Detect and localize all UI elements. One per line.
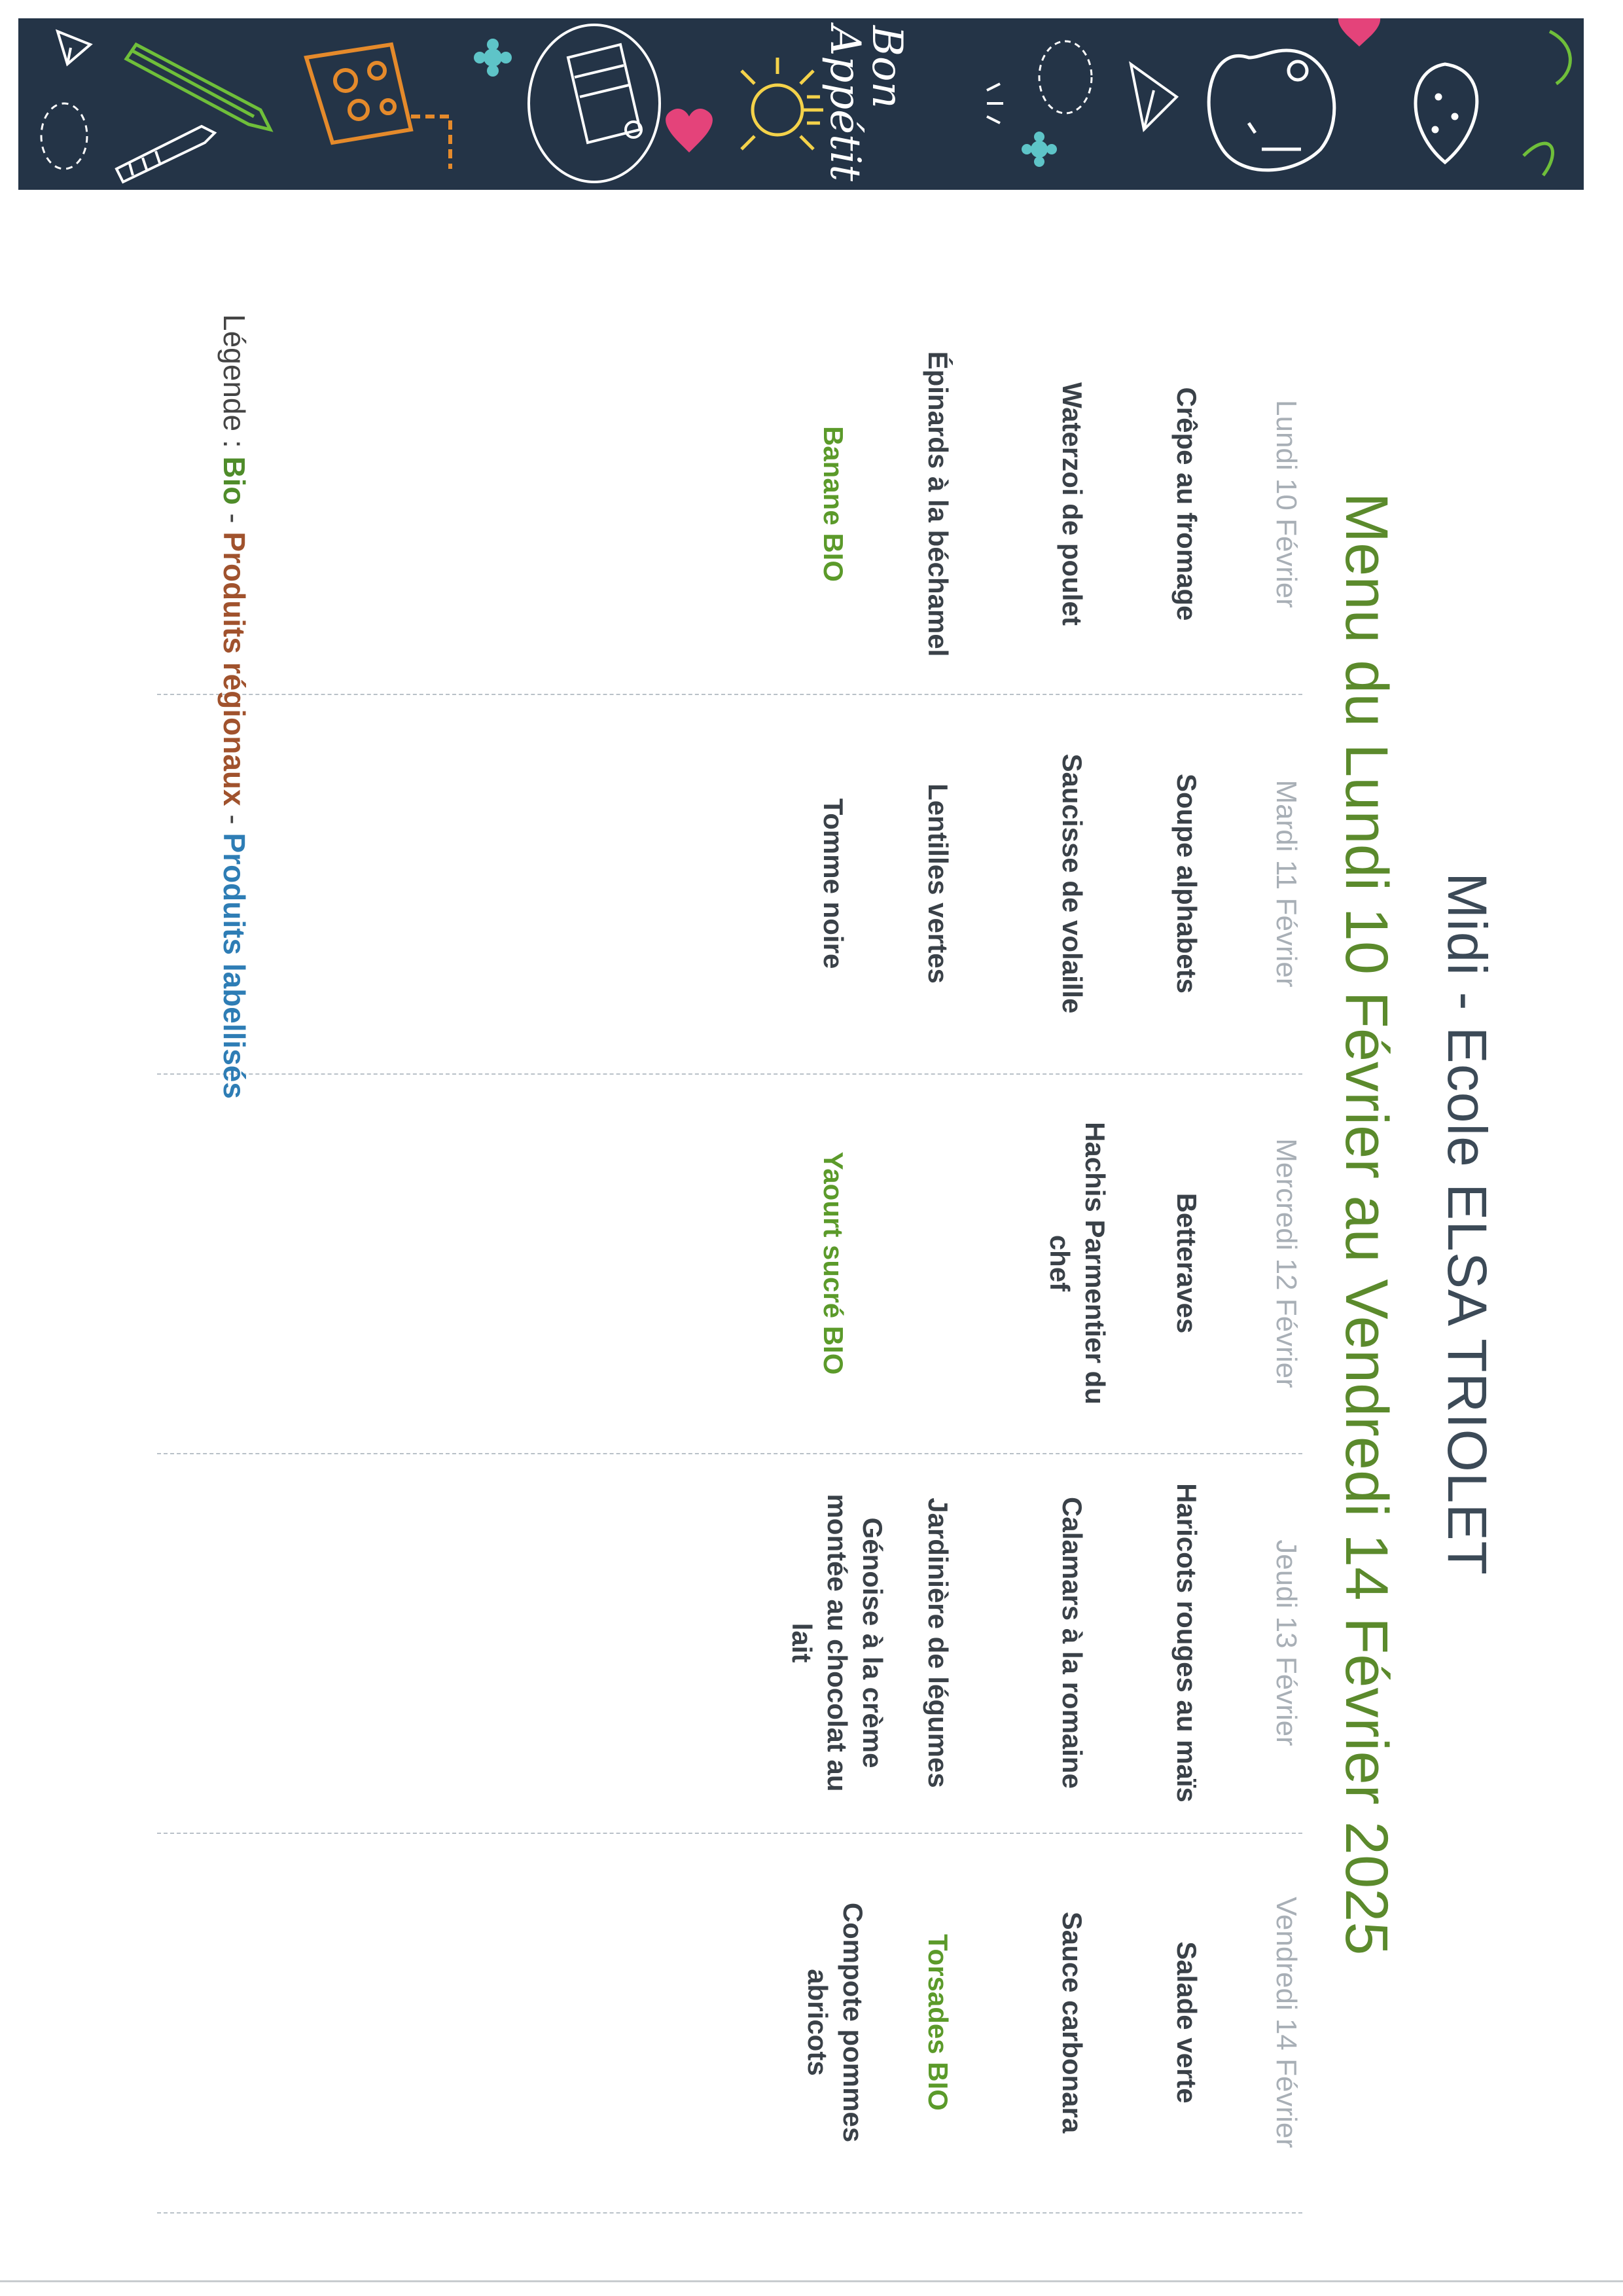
dessert: Yaourt sucré BIO <box>818 1151 849 1375</box>
main-dish: Waterzoi de poulet <box>1057 382 1088 626</box>
white-pencil-icon <box>116 126 215 182</box>
main-dish: Calamars à la romaine <box>1057 1497 1088 1789</box>
starter: Salade verte <box>1171 1941 1202 2104</box>
bon-appetit-lettering: Bon Appétit <box>821 26 911 181</box>
day-column-wednesday <box>157 1073 1302 1454</box>
dessert: Génoise à la crème montée au chocolat au lait <box>787 1494 888 1792</box>
starter: Soupe alphabets <box>1171 773 1202 994</box>
day-label: Mardi 11 Février <box>1270 780 1302 988</box>
side-dish: Épinards à la béchamel <box>923 351 954 657</box>
dessert: Tomme noire <box>818 798 849 969</box>
menu-sheet <box>20 223 1499 2225</box>
day-column-monday <box>157 314 1302 695</box>
dessert: Banane BIO <box>818 425 849 583</box>
day-label: Jeudi 13 Février <box>1270 1539 1302 1746</box>
lightbulb-icon <box>741 58 823 149</box>
banner-illustrations <box>18 18 1584 190</box>
heart-icon-2 <box>1338 18 1380 46</box>
menu-period-title: Menu du Lundi 10 Février au Vendredi 14 Février 2025 <box>1333 492 1400 1956</box>
apple-icon <box>1209 50 1334 170</box>
day-label: Lundi 10 Février <box>1270 400 1302 608</box>
legend-regional: Produits régionaux <box>217 531 251 806</box>
menu-grid <box>157 314 1302 2212</box>
paper-plane-icon-2 <box>1131 64 1177 130</box>
orange-cup-icon <box>306 45 450 169</box>
day-label: Mercredi 12 Février <box>1270 1138 1302 1388</box>
dashed-oval-icon <box>41 103 87 169</box>
strawberry-icon <box>1416 64 1477 162</box>
main-dish: Hachis Parmentier du chef <box>1044 1122 1111 1405</box>
legend-labelled: Produits labellisés <box>217 833 251 1099</box>
heart-icon <box>666 109 713 152</box>
side-dish: Jardinière de légumes <box>923 1498 954 1788</box>
side-dish: Torsades BIO <box>923 1934 954 2111</box>
legend-separator: - <box>217 505 251 532</box>
starter: Betteraves <box>1171 1193 1202 1334</box>
main-dish: Sauce carbonara <box>1057 1911 1088 2134</box>
flower-icon-2 <box>1022 132 1057 167</box>
day-label: Vendredi 14 Février <box>1270 1897 1302 2148</box>
dessert: Compote pommes abricots <box>802 1902 868 2143</box>
side-dish: Lentilles vertes <box>923 783 954 984</box>
cake-plate-icon <box>529 25 660 182</box>
leaf-icon <box>1524 31 1570 175</box>
starter: Crêpe au fromage <box>1171 387 1202 621</box>
paper-plane-icon <box>58 31 90 64</box>
school-title: Midi - Ecole ELSA TRIOLET <box>1436 872 1498 1575</box>
green-pencil-icon <box>126 45 270 130</box>
day-column-friday <box>157 1833 1302 2214</box>
legend-bio: Bio <box>217 456 251 505</box>
flower-icon <box>474 39 512 77</box>
legend-prefix: Légende : <box>217 314 251 457</box>
legend-separator: - <box>217 806 251 833</box>
day-column-thursday <box>157 1453 1302 1834</box>
day-column-tuesday <box>157 694 1302 1075</box>
starter: Haricots rouges au maïs <box>1171 1483 1202 1803</box>
header-banner <box>18 18 1584 190</box>
main-dish: Saucisse de volaille <box>1057 753 1088 1014</box>
sparkle-icon <box>987 84 1003 123</box>
page-bottom-rule <box>0 2280 1623 2282</box>
dashed-circle-icon <box>1039 41 1092 113</box>
